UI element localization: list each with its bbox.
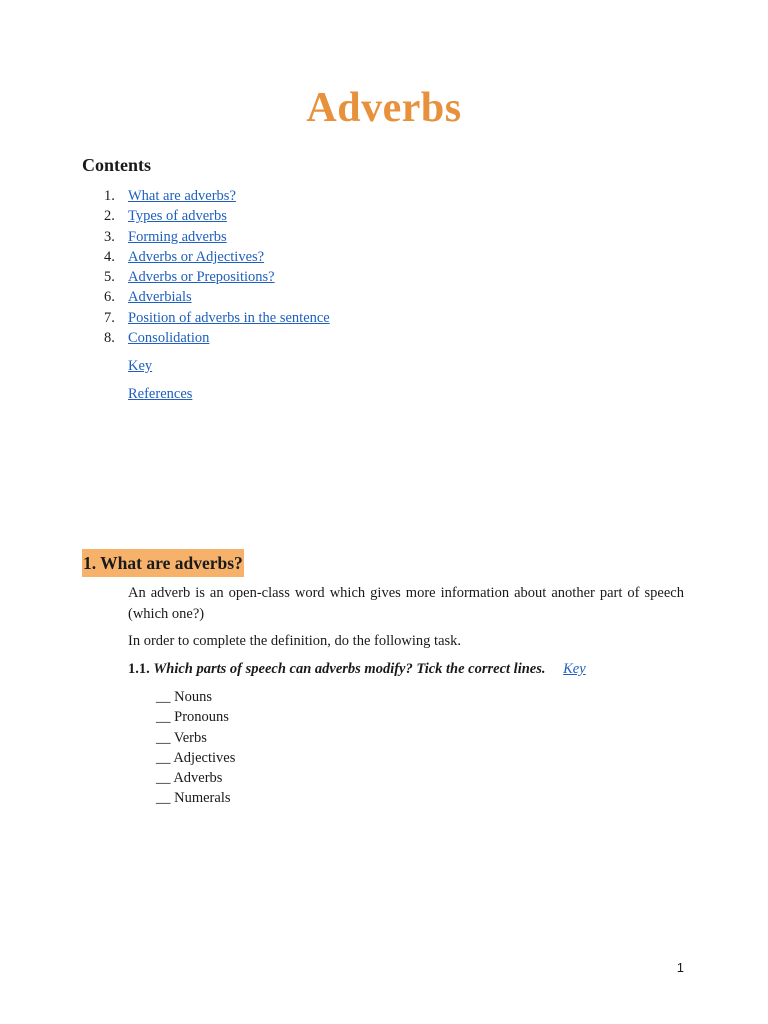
answer-option[interactable]: __ Adjectives [156,749,236,766]
toc-link-adverbials[interactable]: Adverbials [128,289,192,306]
toc-item [82,247,330,267]
contents-heading: Contents [82,155,152,175]
toc-link-references[interactable]: References [128,386,193,402]
toc-link-consolidation[interactable]: Consolidation [128,330,210,347]
section-paragraph: An adverb is an open-class word which gives more information about another part of speech (which one?) [128,585,684,622]
toc-link-adverbs-or-adjectives[interactable]: Adverbs or Adjectives? [128,248,265,265]
answer-options [156,687,235,809]
answer-option[interactable]: __ Adverbs [156,770,223,787]
toc-item [82,206,330,226]
toc-item [82,287,330,307]
task-key-link[interactable]: Key [563,661,586,677]
toc-item [82,227,330,247]
toc-link-key[interactable]: Key [128,358,153,374]
table-of-contents [82,186,330,348]
toc-item [82,308,330,328]
toc-link-adverbs-or-prepositions[interactable]: Adverbs or Prepositions? [128,269,275,286]
toc-item-number: 1. [104,188,115,204]
task-line [128,659,586,679]
toc-item [82,186,330,206]
toc-item-number: 8. [104,330,115,347]
page-number: 1 [676,960,684,975]
toc-item-number: 3. [104,228,115,245]
toc-item-number: 2. [104,208,115,225]
toc-link-what-are-adverbs[interactable]: What are adverbs? [128,188,236,204]
toc-item-number: 7. [104,309,115,326]
toc-item-number: 5. [104,269,115,286]
task-question: Which parts of speech can adverbs modify? Tick the correct lines. [153,661,546,677]
task-label: 1.1. [128,661,150,677]
toc-link-types-of-adverbs[interactable]: Types of adverbs [128,208,227,225]
document-title: Adverbs [306,85,462,132]
toc-item [82,267,330,287]
toc-item-number: 6. [104,289,115,306]
toc-link-forming-adverbs[interactable]: Forming adverbs [128,228,227,245]
answer-option[interactable]: __ Numerals [156,790,231,807]
answer-option[interactable]: __ Pronouns [156,709,229,726]
toc-link-position-of-adverbs[interactable]: Position of adverbs in the sentence [128,309,330,326]
toc-item [82,328,330,348]
answer-option[interactable]: __ Nouns [156,689,212,705]
toc-item-number: 4. [104,248,115,265]
section-heading-what-are-adverbs: 1. What are adverbs? [82,549,244,577]
section-paragraph: In order to complete the definition, do the following task. [128,633,462,649]
answer-option[interactable]: __ Verbs [156,729,207,746]
